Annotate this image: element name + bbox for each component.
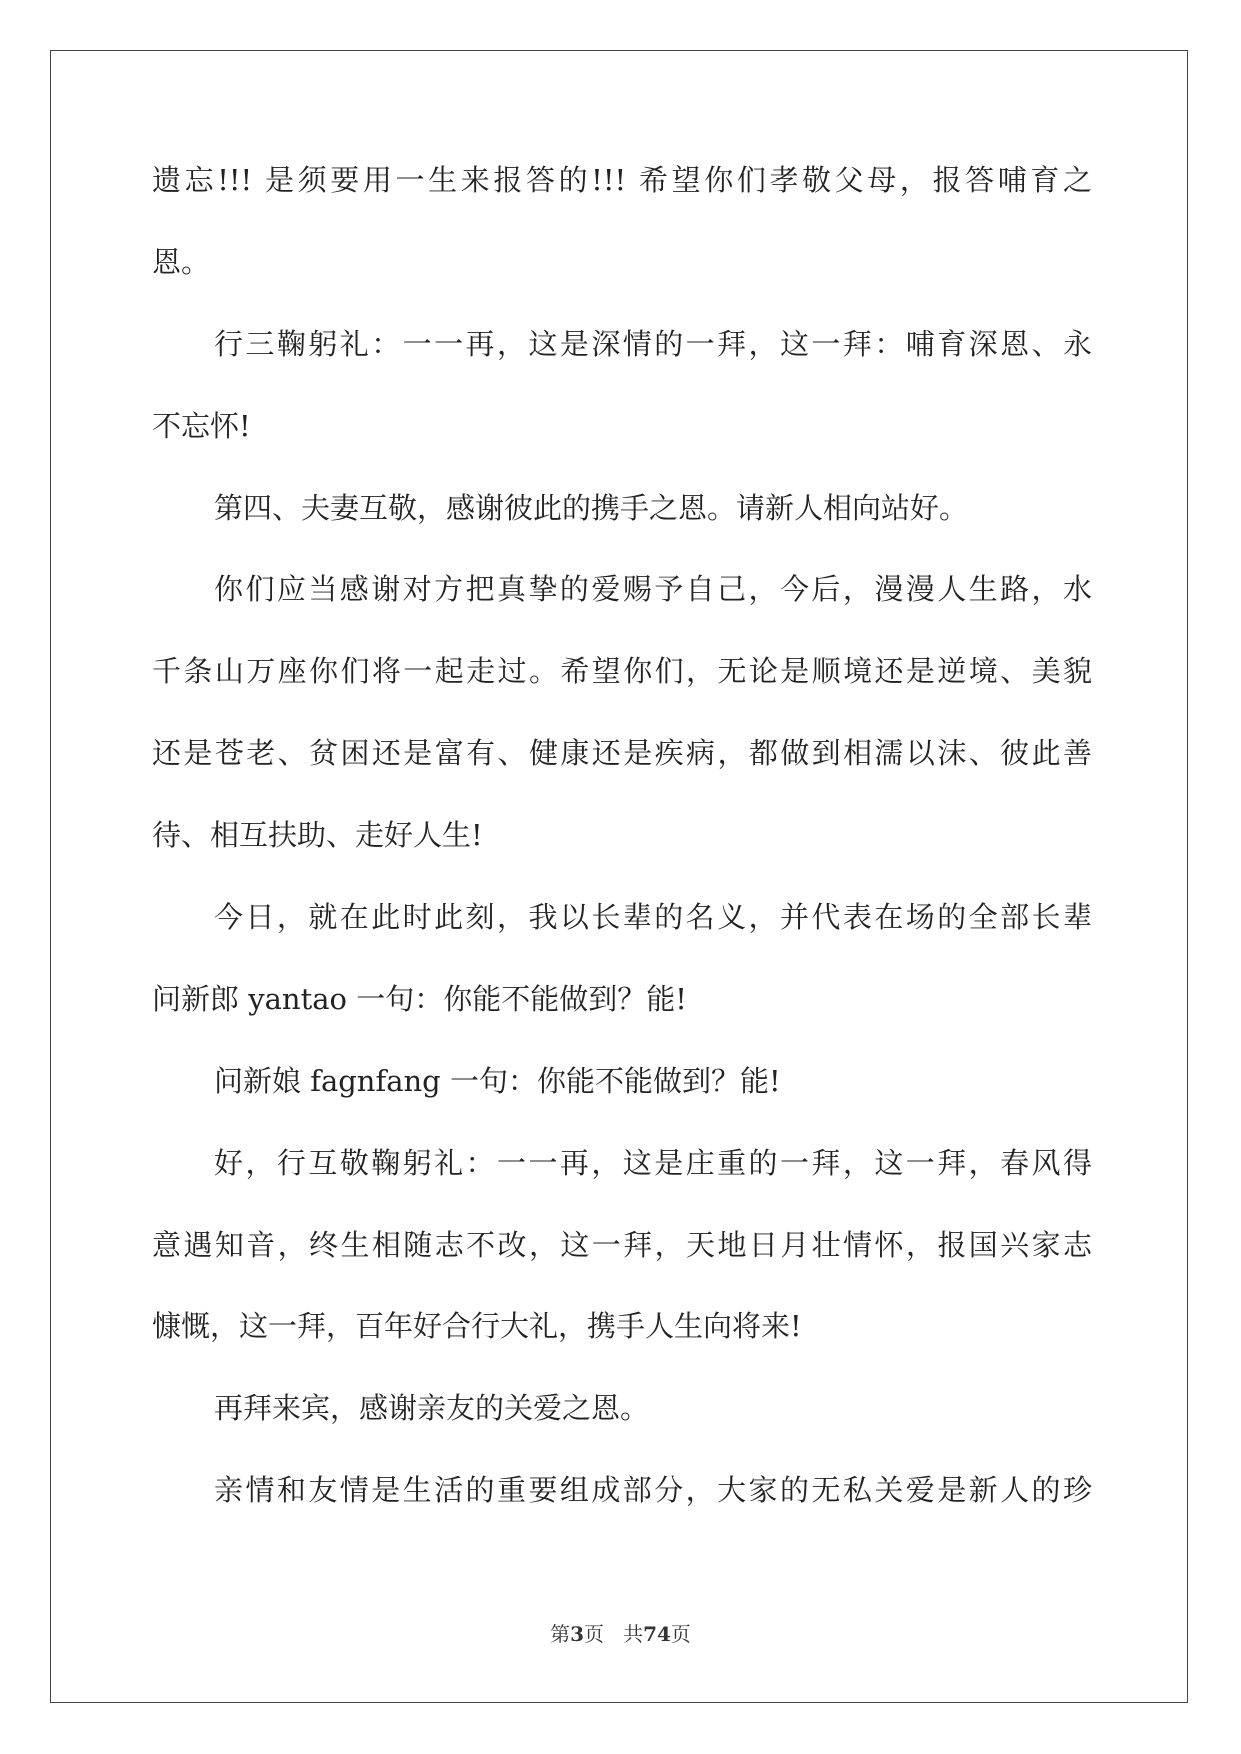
footer-page-number: 3 [570,1622,584,1646]
paragraph-first-line: 好，行互敬鞠躬礼：一一再，这是庄重的一拜，这一拜，春风得 [214,1145,1092,1180]
text-line: 还是苍老、贫困还是富有、健康还是疾病，都做到相濡以沫、彼此善 [152,736,1092,771]
footer-page-suffix: 页 [584,1622,604,1646]
text-line: 千条山万座你们将一起走过。希望你们，无论是顺境还是逆境、美貌 [152,654,1092,689]
footer-total-prefix: 共 [623,1622,644,1646]
paragraph-first-line: 你们应当感谢对方把真挚的爱赐予自己，今后，漫漫人生路，水 [214,572,1092,607]
footer-total-pages: 74 [643,1622,671,1646]
page-footer [0,1622,1241,1646]
text-line: 问新郎 yantao 一句：你能不能做到？能! [152,981,687,1016]
text-line: 意遇知音，终生相随志不改，这一拜，天地日月壮情怀，报国兴家志 [152,1227,1092,1262]
text-line: 恩。 [152,244,211,279]
paragraph-first-line: 行三鞠躬礼：一一再，这是深情的一拜，这一拜：哺育深恩、永 [214,326,1092,361]
text-line: 待、相互扶助、走好人生! [152,818,483,853]
text-line: 不忘怀! [152,408,251,443]
paragraph-first-line: 再拜来宾，感谢亲友的关爱之恩。 [214,1391,650,1426]
document-body [152,160,1092,1552]
paragraph-first-line: 问新娘 fagnfang 一句：你能不能做到？能! [214,1063,781,1098]
text-line: 慷慨，这一拜，百年好合行大礼，携手人生向将来! [152,1309,802,1344]
paragraph-first-line: 第四、夫妻互敬，感谢彼此的携手之恩。请新人相向站好。 [214,490,969,525]
footer-total-suffix: 页 [670,1622,691,1646]
text-line: 遗忘!!! 是须要用一生来报答的!!! 希望你们孝敬父母，报答哺育之 [152,163,1092,197]
paragraph-first-line: 亲情和友情是生活的重要组成部分，大家的无私关爱是新人的珍 [214,1473,1092,1508]
footer-page-prefix: 第 [550,1622,571,1646]
paragraph-first-line: 今日，就在此时此刻，我以长辈的名义，并代表在场的全部长辈 [214,900,1092,935]
